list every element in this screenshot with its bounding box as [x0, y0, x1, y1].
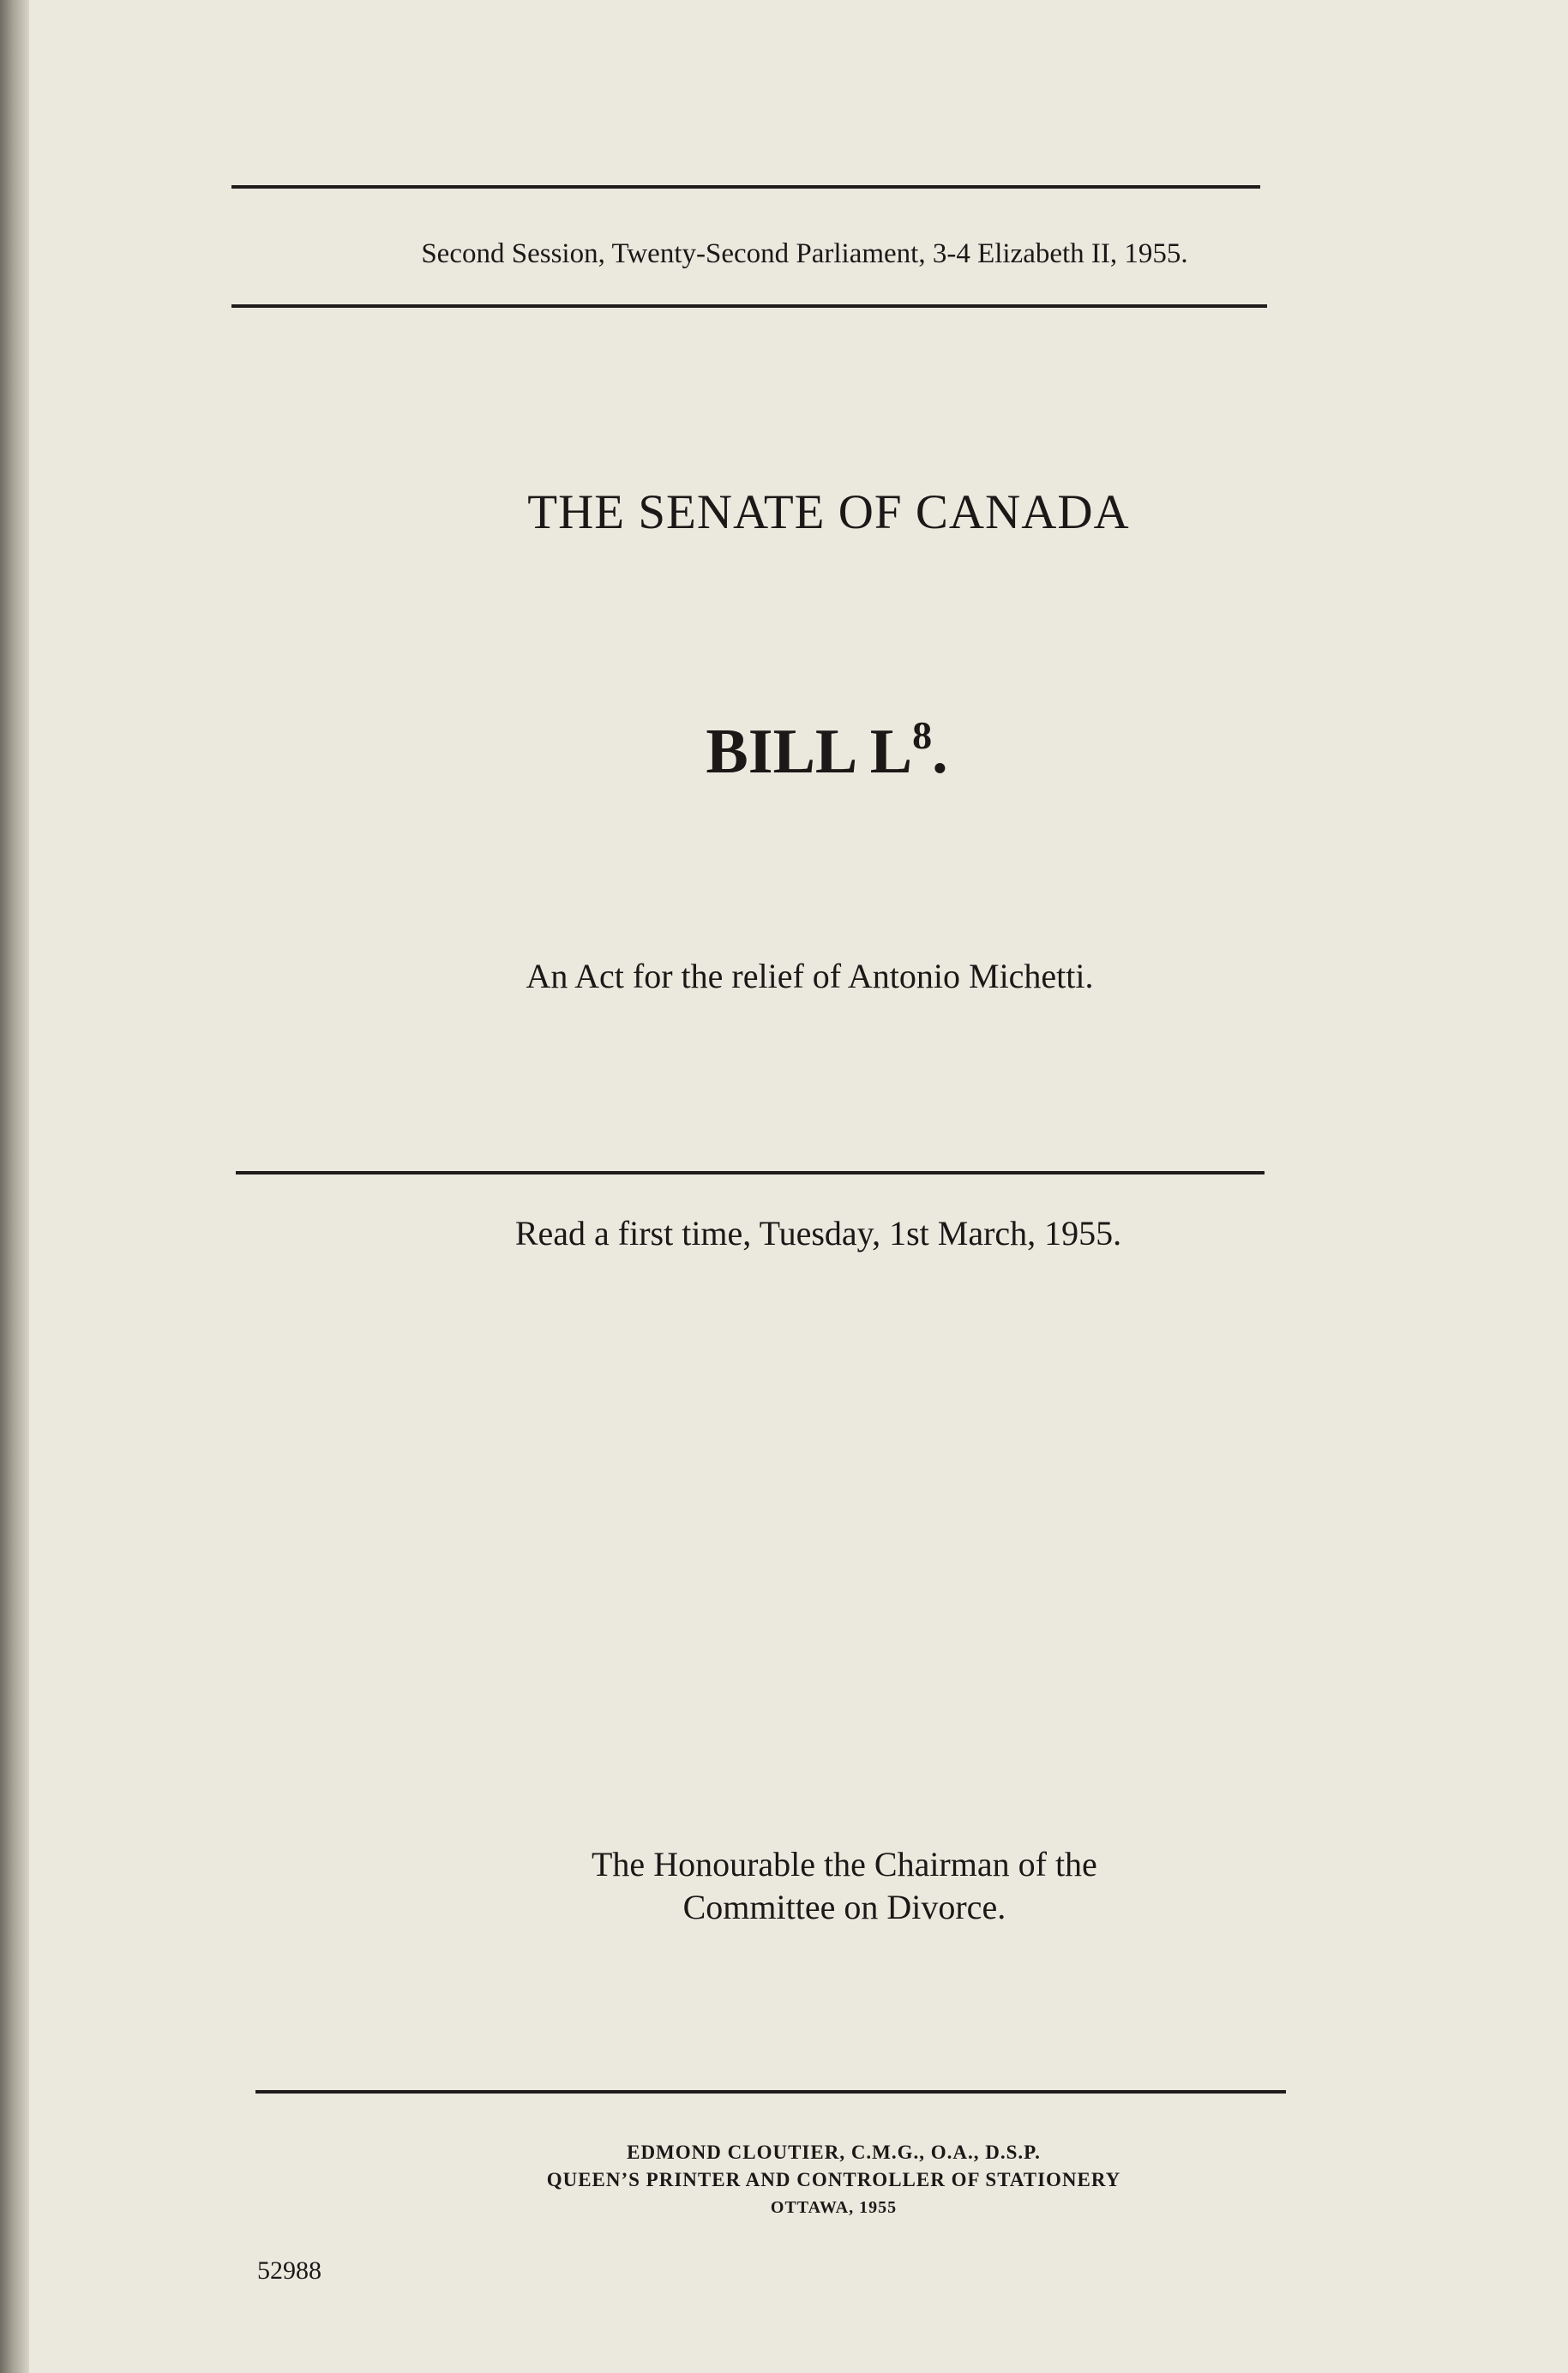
- print-number: 52988: [257, 2256, 321, 2285]
- printer-rule: [255, 2090, 1286, 2094]
- first-reading-line: Read a first time, Tuesday, 1st March, 1955.: [514, 1214, 1122, 1253]
- printer-imprint: [0, 2139, 1568, 2221]
- reading-rule: [236, 1171, 1265, 1174]
- act-description: An Act for the relief of Antonio Michetti.: [526, 957, 1094, 995]
- printer-place-year: OTTAWA, 1955: [770, 2198, 898, 2217]
- binding-edge: [0, 0, 29, 2373]
- session-rule: [231, 304, 1267, 308]
- senate-title: THE SENATE OF CANADA: [527, 485, 1130, 539]
- bill-suffix: .: [932, 717, 948, 787]
- presenter-block: [592, 1843, 1097, 1929]
- printer-name: EDMOND CLOUTIER, C.M.G., O.A., D.S.P.: [627, 2142, 1041, 2163]
- bill-prefix: BILL L: [706, 717, 913, 787]
- top-rule: [231, 185, 1260, 189]
- printer-title: QUEEN’S PRINTER AND CONTROLLER OF STATIONERY: [546, 2169, 1121, 2190]
- bill-superscript: 8: [912, 713, 933, 757]
- presenter-line-2: Committee on Divorce.: [682, 1888, 1006, 1926]
- bill-title: [0, 713, 1568, 789]
- session-line: Second Session, Twenty-Second Parliament, 3-4 Elizabeth II, 1955.: [421, 238, 1188, 269]
- presenter-line-1: The Honourable the Chairman of the: [592, 1845, 1097, 1883]
